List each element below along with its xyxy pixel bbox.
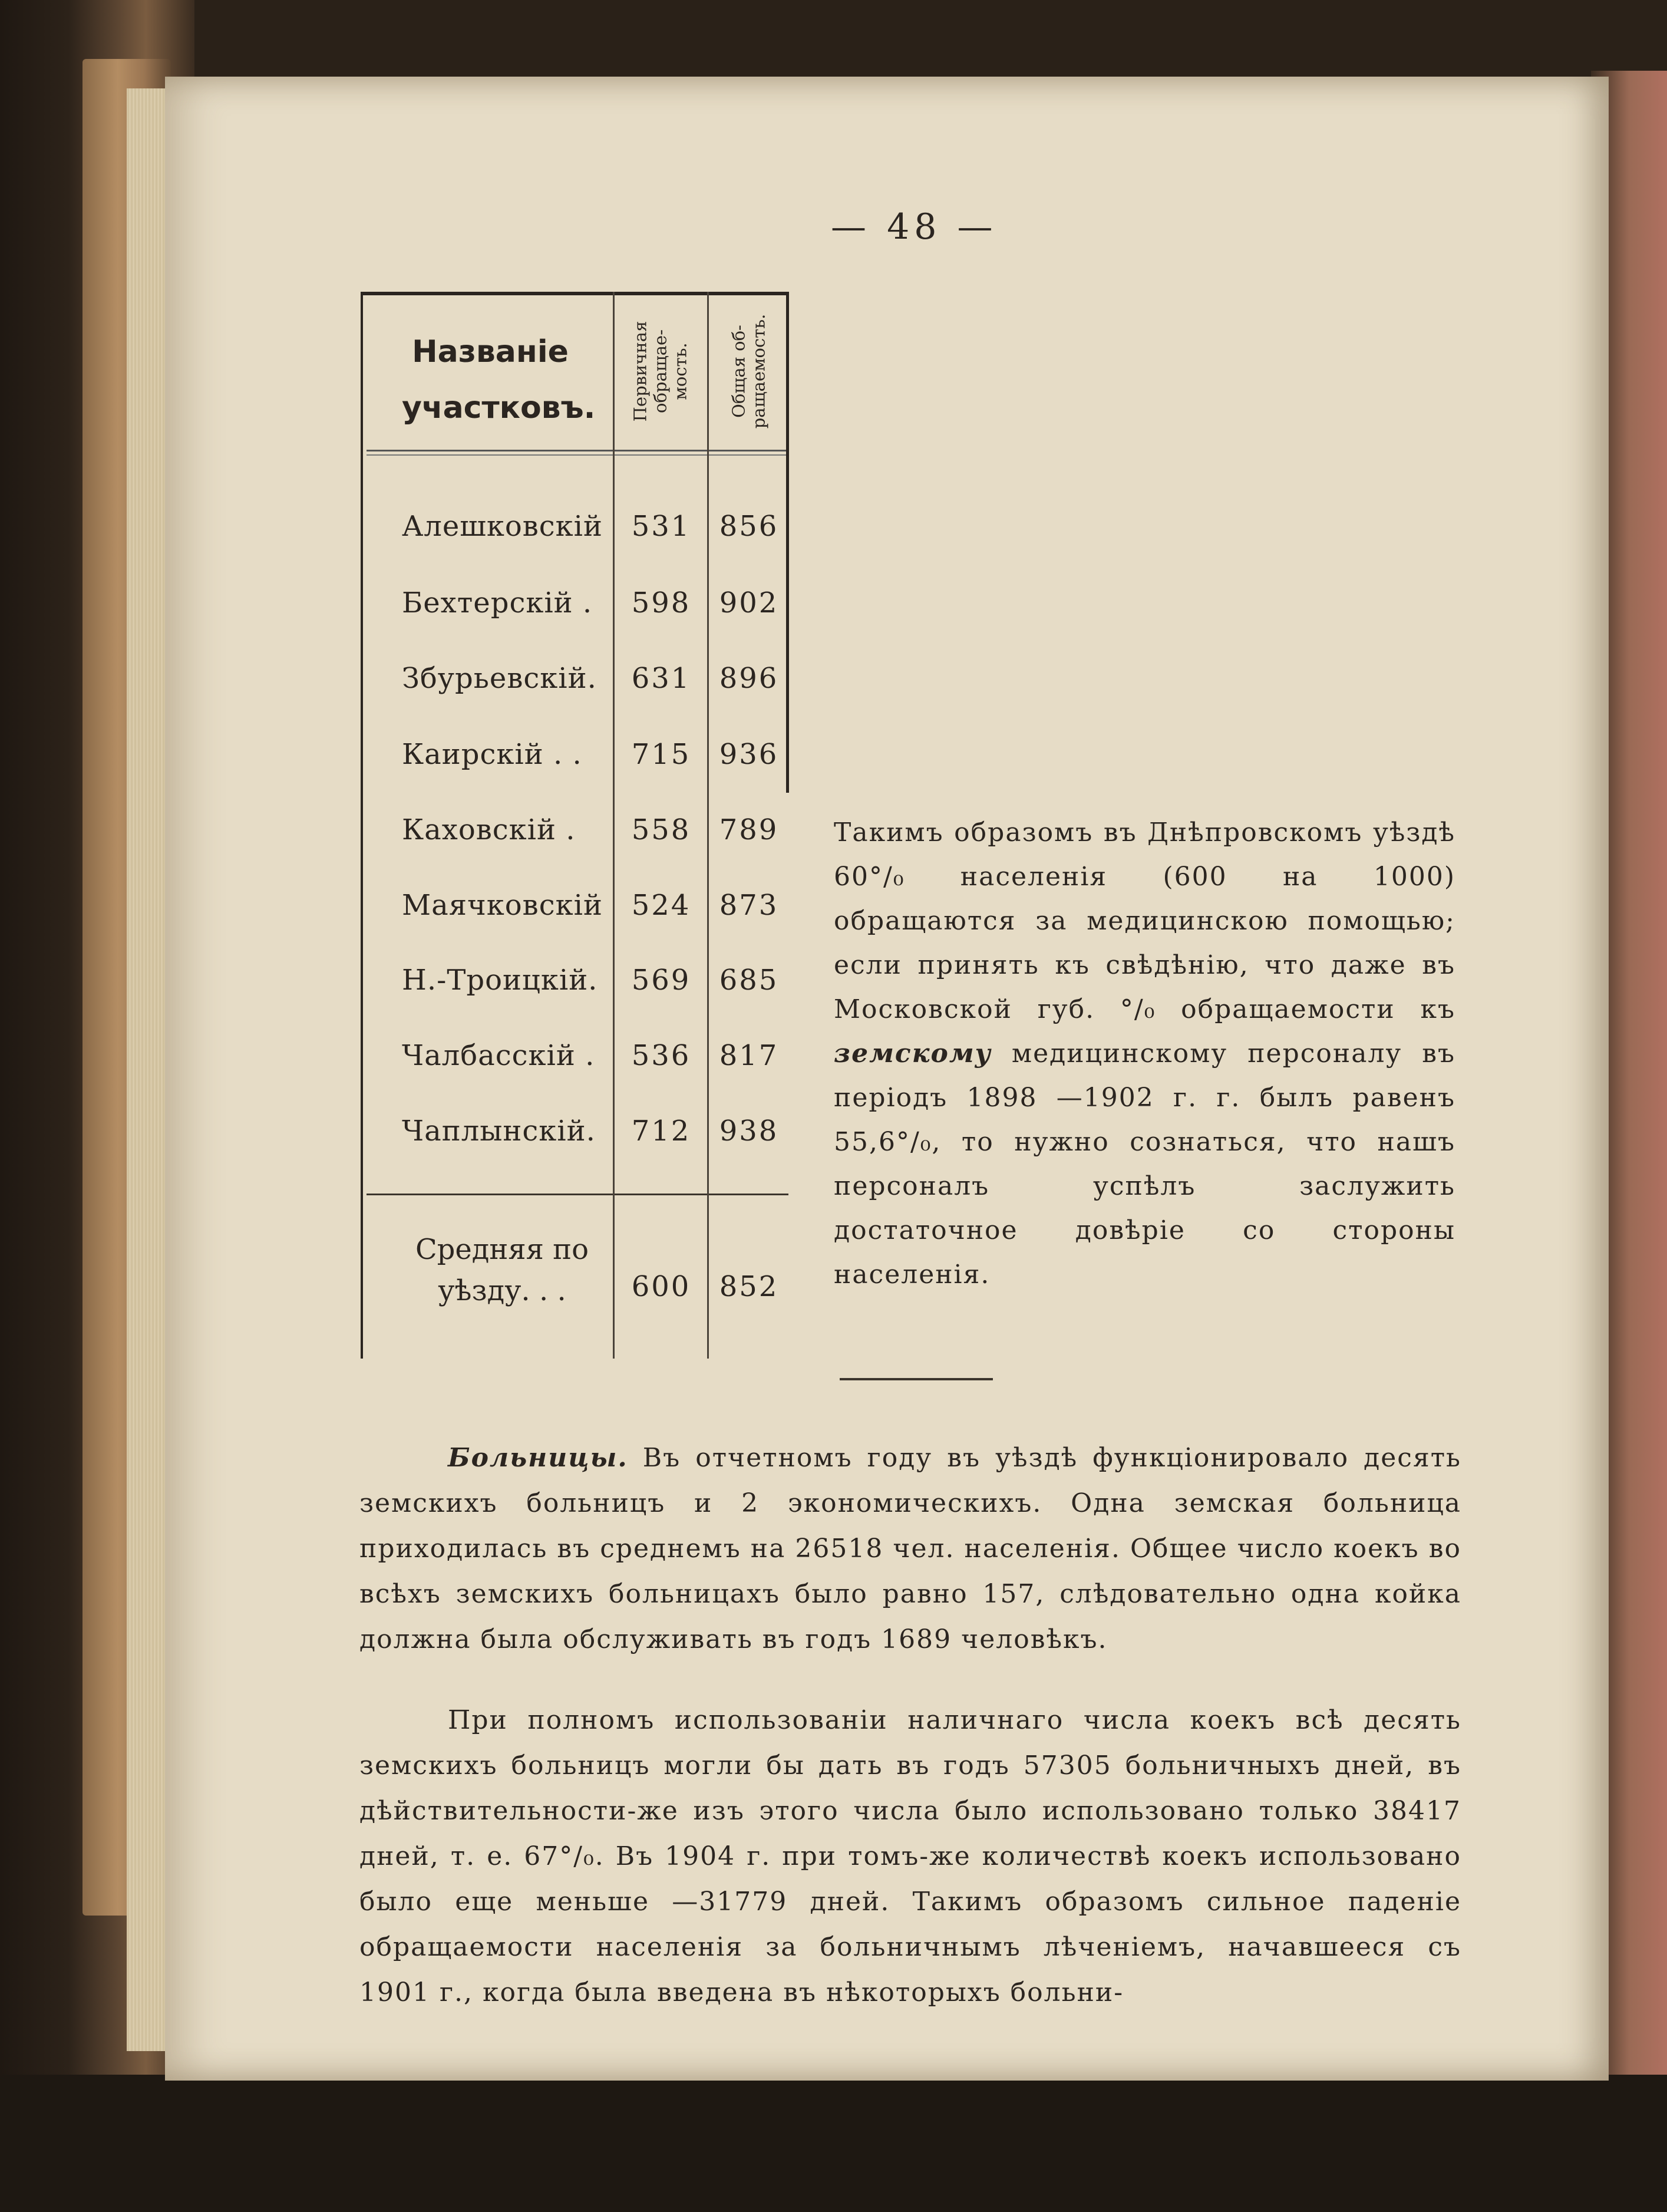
table-row (361, 1115, 788, 1162)
district-name: Маячковскій (402, 889, 603, 922)
paragraph-hospitals (359, 1435, 1461, 1662)
side-paragraph-emphasis: земскому (834, 1039, 992, 1069)
paragraph-lead: Больницы. (448, 1443, 628, 1473)
primary-value: 712 (631, 1115, 691, 1148)
primary-value: 715 (631, 738, 691, 771)
total-value: 685 (719, 964, 779, 997)
side-paragraph-text-2: медицинскому персоналу въ періодъ 1898 —1902 г. г. былъ равенъ 55,6°/₀, то нужно сознаться, что нашъ персоналъ успѣлъ заслужить достаточное довѣріе со стороны населенія. (834, 1039, 1455, 1290)
table-row (361, 510, 788, 557)
table-header-total-label: Общая об- ращаемость. (728, 314, 769, 429)
total-value: 856 (719, 510, 779, 543)
table-row (361, 964, 788, 1011)
table-footer-rule (367, 1194, 788, 1195)
table-row (361, 1039, 788, 1086)
background-bottom (0, 2075, 1667, 2212)
total-value: 938 (719, 1115, 779, 1148)
total-value: 817 (719, 1039, 779, 1072)
paragraph-beds: При полномъ использованіи наличнаго числа коекъ всѣ десять земскихъ больницъ могли бы дать въ годъ 57305 больничныхъ дней, въ дѣйствительности-же изъ этого числа было использовано только 38417 дней, т. е. 67°/₀. Въ 1904 г. при томъ-же количествѣ коекъ использовано было еще меньше —31779 дней. Такимъ образомъ сильное паденіе обращаемости населенія за больничнымъ лѣченіемъ, начавшееся съ 1901 г., когда была введена въ нѣкоторыхъ больни- (359, 1705, 1461, 2007)
primary-value: 531 (631, 510, 691, 543)
table-header-rule-2 (367, 454, 788, 456)
section-divider (840, 1378, 993, 1380)
total-value: 902 (719, 586, 779, 619)
table-header-name: Названіе участковъ. (402, 334, 596, 426)
district-name: Чаплынскій. (402, 1115, 596, 1148)
primary-value: 569 (631, 964, 691, 997)
district-name: Чалбасскій . (402, 1039, 595, 1072)
average-label: Средняя по уѣзду. . . (415, 1233, 589, 1307)
primary-value: 558 (631, 813, 691, 846)
total-value: 896 (719, 662, 779, 695)
table-row (361, 586, 788, 634)
primary-value: 524 (631, 889, 691, 922)
district-name: Каирскій . . (402, 738, 582, 771)
primary-value: 631 (631, 662, 691, 695)
table-header-primary-label: Первичная обращае- мость. (630, 321, 691, 422)
table-row (361, 813, 788, 861)
district-name: Н.-Троицкій. (402, 964, 598, 997)
average-total-value: 852 (719, 1270, 779, 1303)
total-value: 936 (719, 738, 779, 771)
primary-value: 598 (631, 586, 691, 619)
average-primary-value: 600 (631, 1270, 691, 1303)
district-name: Бехтерскій . (402, 586, 593, 619)
paragraph-body: Въ отчетномъ году въ уѣздѣ функціонировало десять земскихъ больницъ и 2 экономическихъ. Одна земская больница приходилась въ среднемъ на 26518 чел. населенія. Общее число коекъ во всѣхъ земскихъ больницахъ было равно 157, слѣдовательно одна койка должна была обслуживать въ годъ 1689 человѣкъ. (359, 1443, 1461, 1654)
district-name: Алешковскій (402, 510, 603, 543)
table-row (361, 662, 788, 709)
side-paragraph (834, 810, 1455, 1297)
district-name: Каховскій . (402, 813, 576, 846)
table-header-total (708, 298, 788, 445)
total-value: 873 (719, 889, 779, 922)
table-row (361, 738, 788, 785)
primary-value: 536 (631, 1039, 691, 1072)
side-paragraph-text-1: Такимъ образомъ въ Днѣпровскомъ уѣздѣ 60°/₀ населенія (600 на 1000) обращаются за медицинскою помощью; если принять къ свѣдѣнію, что даже въ Московской губ. °/₀ обращаемости къ (834, 817, 1455, 1024)
total-value: 789 (719, 813, 779, 846)
table-top-rule (361, 292, 788, 295)
table-header-rule (367, 450, 788, 451)
district-name: Збурьевскій. (402, 662, 597, 695)
statistics-table (361, 292, 788, 1359)
table-average-row (361, 1270, 788, 1317)
table-header-primary (616, 298, 704, 445)
table-row (361, 889, 788, 936)
page-number: — 48 — (831, 206, 998, 248)
